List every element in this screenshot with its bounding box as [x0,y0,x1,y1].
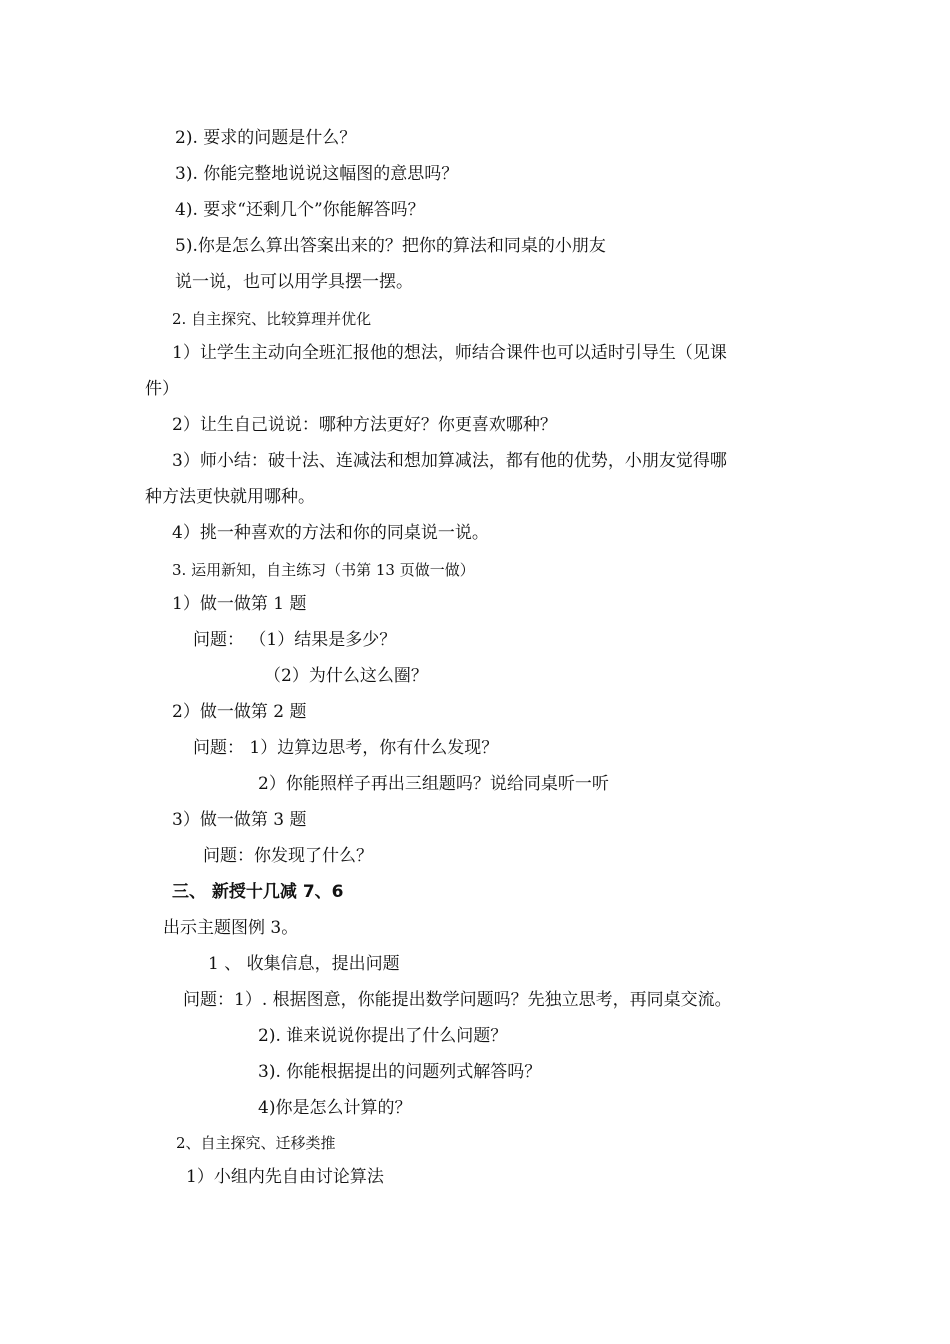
problem-line-1: 问题：1）. 根据图意，你能提出数学问题吗？先独立思考，再同桌交流。 [183,990,732,1010]
explore-heading: 2、自主探究、迁移类推 [176,1134,336,1152]
exercise-2-title: 2）做一做第 2 题 [172,702,307,722]
step-4-line: 4）挑一种喜欢的方法和你的同桌说一说。 [172,523,489,543]
problem-line-4: 4)你是怎么计算的？ [258,1098,412,1118]
part-three-heading: 三、 新授十几减 7、6 [172,882,344,902]
section-heading-3: 3. 运用新知，自主练习（书第 13 页做一做） [172,561,475,579]
collect-info-heading: 1 、 收集信息，提出问题 [208,954,400,974]
problem-line-2: 2). 谁来说说你提出了什么问题？ [258,1026,508,1046]
exercise-3-question: 问题：你发现了什么？ [203,846,373,866]
question-line-3: 3). 你能完整地说说这幅图的意思吗？ [175,164,459,184]
question-line-2: 2). 要求的问题是什么？ [175,128,357,148]
step-1-line-cont: 件） [145,379,179,399]
question-line-5: 5).你是怎么算出答案出来的？把你的算法和同桌的小朋友 [175,236,606,256]
exercise-1-title: 1）做一做第 1 题 [172,594,307,614]
group-discuss-line: 1）小组内先自由讨论算法 [186,1167,384,1187]
step-3-line: 3）师小结：破十法、连减法和想加算减法，都有他的优势，小朋友觉得哪 [172,451,727,471]
step-1-line: 1）让学生主动向全班汇报他的想法，师结合课件也可以适时引导生（见课 [172,343,727,363]
show-theme-line: 出示主题图例 3。 [163,918,299,938]
section-heading-2: 2. 自主探究、比较算理并优化 [172,310,372,328]
exercise-2-question-2: 2）你能照样子再出三组题吗？说给同桌听一听 [258,774,609,794]
step-3-line-cont: 种方法更快就用哪种。 [145,487,315,507]
exercise-2-question-1: 问题： 1）边算边思考，你有什么发现？ [193,738,499,758]
question-line-4: 4). 要求“还剩几个”你能解答吗？ [175,200,425,220]
problem-line-3: 3). 你能根据提出的问题列式解答吗？ [258,1062,542,1082]
exercise-1-question-1: 问题： （1）结果是多少？ [193,630,397,650]
exercise-1-question-2: （2）为什么这么圈？ [264,666,428,686]
exercise-3-title: 3）做一做第 3 题 [172,810,307,830]
question-line-5-cont: 说一说，也可以用学具摆一摆。 [175,272,413,292]
step-2-line: 2）让生自己说说：哪种方法更好？你更喜欢哪种？ [172,415,557,435]
